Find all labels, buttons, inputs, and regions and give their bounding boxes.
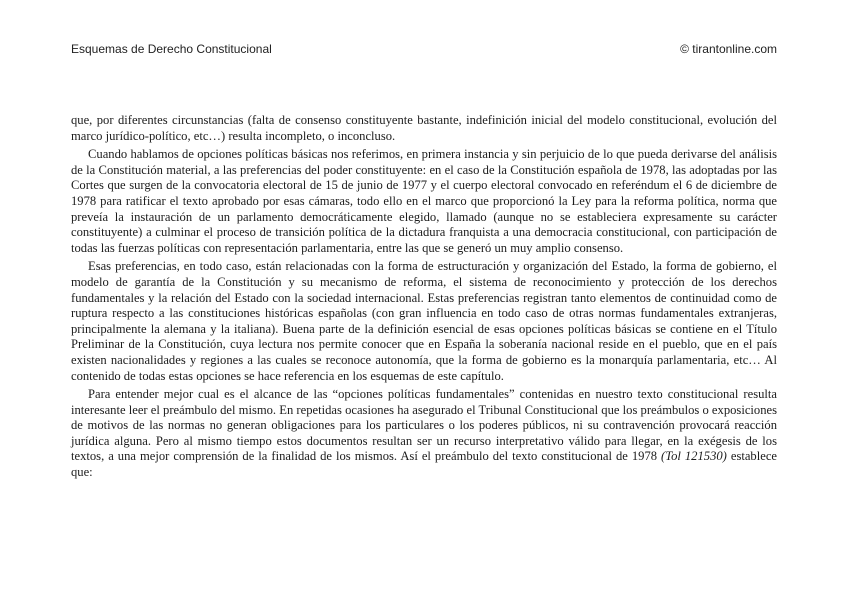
paragraph: Cuando hablamos de opciones políticas básicas nos referimos, en primera instancia y sin perjuicio de lo que pueda derivarse del análisis de la Constitución material, a las preferencias del poder constituyente: en el caso de la Constitución española de 1978, las adoptadas por las Cortes que surgen de la convocatoria electoral de 15 de junio de 1977 y el cuerpo electoral convocado en referéndum el 6 de diciembre de 1978 para ratificar el texto aprobado por esas cámaras, todo ello en el marco que proporcionó la Ley para la reforma política, norma que preveía la instauración de un parlamento democráticamente elegido, llamado (aunque no se estableciera expresamente su carácter constituyente) a culminar el proceso de transición política de la dictadura franquista a una democracia constitucional, con participación de todas las fuerzas políticas con representación parlamentaria, entre las que se generó un muy amplio consenso. [71,147,777,255]
paragraph: Esas preferencias, en todo caso, están relacionadas con la forma de estructuración y organización del Estado, la forma de gobierno, el modelo de garantía de la Constitución y su mecanismo de reforma, el sistema de reconocimiento y protección de los derechos fundamentales y la relación del Estado con la sociedad internacional. Estas preferencias registran tanto elementos de continuidad como de ruptura respecto a las constituciones históricas españolas (con gran influencia en todo caso de otras normas fundamentales extranjeras, principalmente la alemana y la italiana). Buena parte de la definición esencial de esas opciones políticas básicas se contiene en el Título Preliminar de la Constitución, cuya lectura nos permite conocer que en España la soberanía nacional reside en el pueblo, que en el país existen nacionalidades y regiones a las cuales se reconoce autonomía, que la forma de gobierno es la monarquía parlamentaria, etc… Al contenido de todas estas opciones se hace referencia en los esquemas de este capítulo. [71,259,777,383]
citation-reference[interactable]: (Tol 121530) [661,449,727,464]
document-title: Esquemas de Derecho Constitucional [71,42,272,56]
paragraph-continuation: que, por diferentes circunstancias (falta de consenso constituyente bastante, indefinición inicial del modelo constitucional, evolución del marco jurídico-político, etc…) resulta incompleto, o inconcluso. [71,113,777,143]
paragraph [71,387,777,481]
page-header [71,42,777,60]
paragraph-text: Para entender mejor cual es el alcance de las “opciones políticas fundamentales” contenidas en nuestro texto constitucional resulta interesante leer el preámbulo del mismo. En repetidas ocasiones ha asegurado el Tribunal Constitucional que los preámbulos o exposiciones de motivos de las normas no generan obligaciones para los particulares o los poderes públicos, ni su contravención provocará reacción jurídica alguna. Pero al mismo tiempo estos documentos resultan ser un recurso interpretativo válido para llegar, en la exégesis de los textos, a una mejor comprensión de la finalidad de los mismos. Así el preámbulo del texto constitucional de 1978 [71,387,777,464]
body-text [71,113,777,481]
paragraph-text: establece que: [71,449,777,480]
site-link[interactable]: © tirantonline.com [680,42,777,56]
